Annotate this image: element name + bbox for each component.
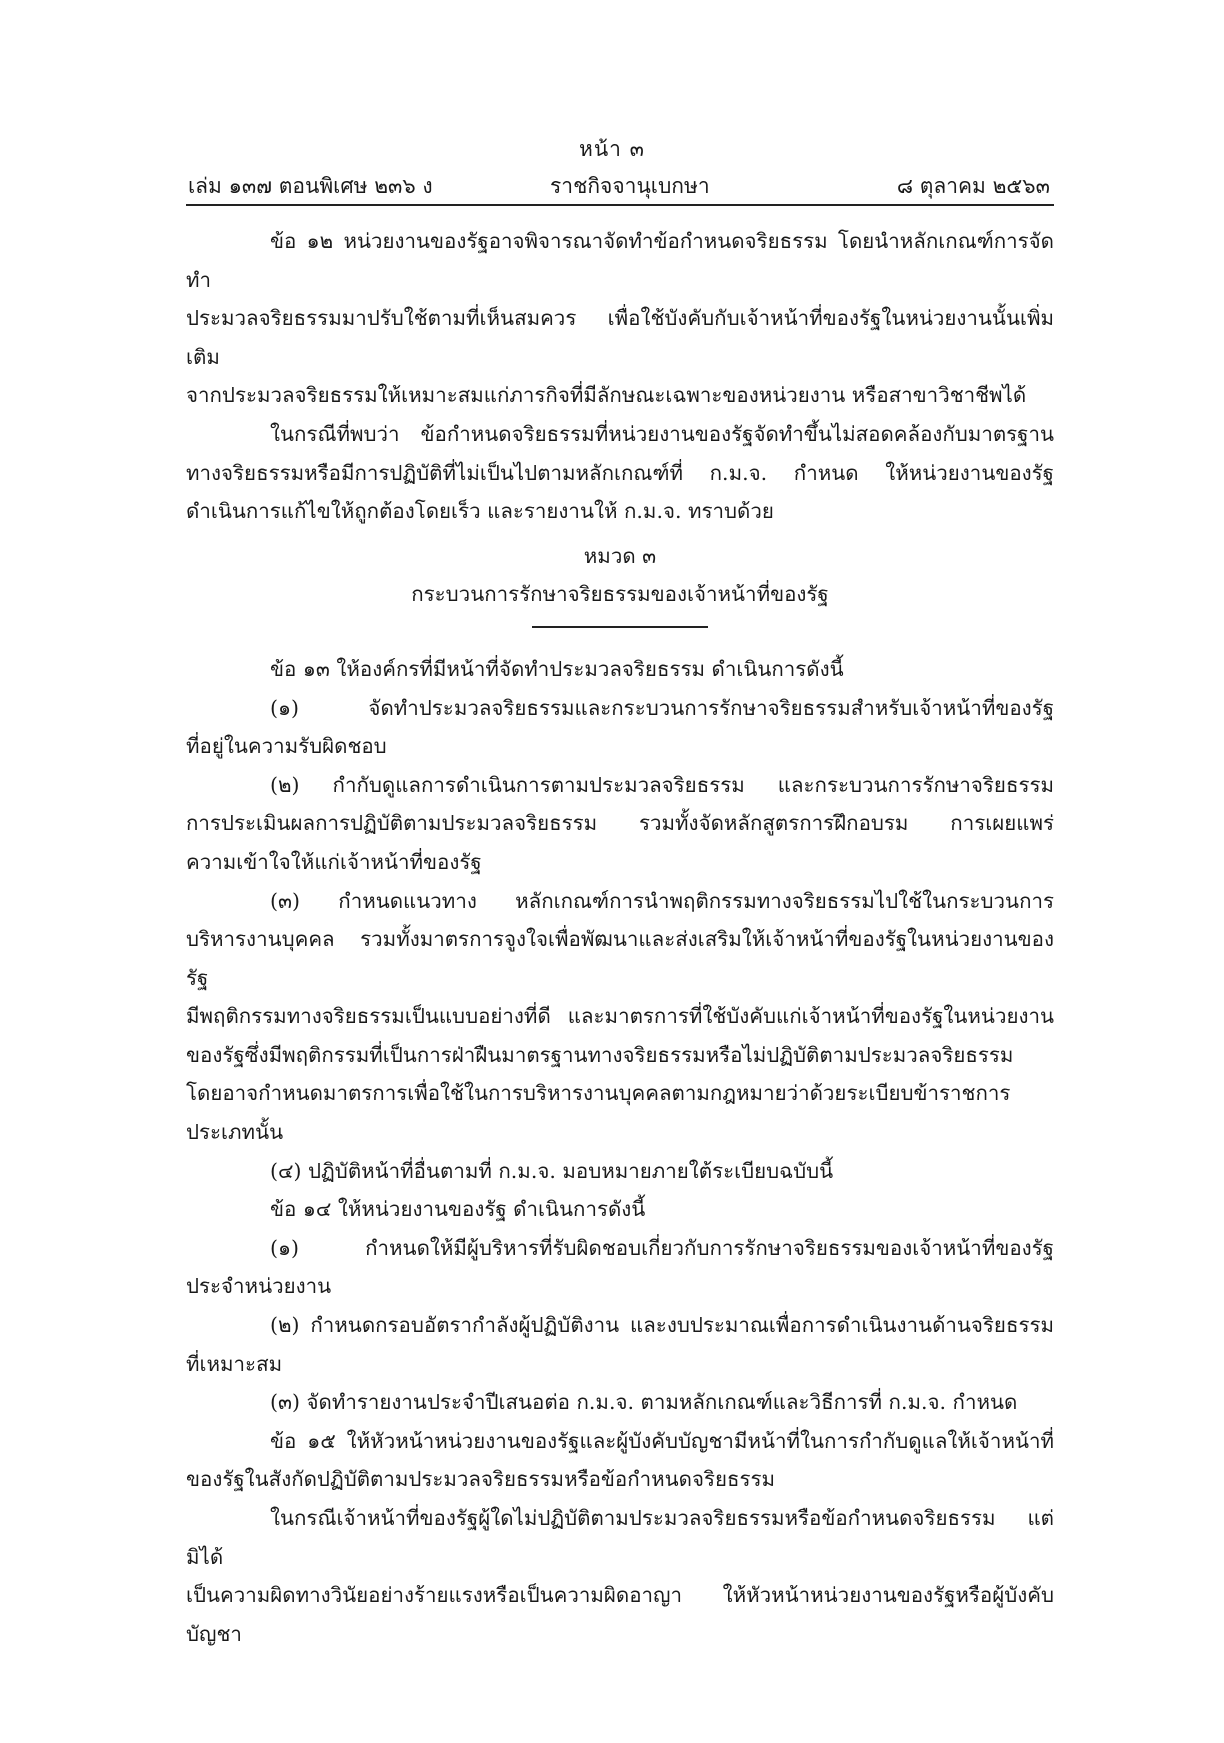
document-body (186, 222, 1054, 1653)
text-line: ข้อ ๑๓ ให้องค์กรที่มีหน้าที่จัดทำประมวลจริยธรรม ดำเนินการดังนี้ (270, 656, 844, 681)
text-line: ประมวลจริยธรรมมาปรับใช้ตามที่เห็นสมควร เพื่อใช้บังคับกับเจ้าหน้าที่ของรัฐในหน่วยงานนั้นเพิ่มเติม (186, 306, 1054, 369)
text-line: (๑) จัดทำประมวลจริยธรรมและกระบวนการรักษาจริยธรรมสำหรับเจ้าหน้าที่ของรัฐ (270, 695, 1054, 720)
text-line: ที่อยู่ในความรับผิดชอบ (186, 734, 387, 759)
text-line: จากประมวลจริยธรรมให้เหมาะสมแก่ภารกิจที่มีลักษณะเฉพาะของหน่วยงาน หรือสาขาวิชาชีพได้ (186, 383, 1027, 408)
chapter-number: หมวด ๓ (583, 543, 657, 568)
gazette-header (186, 170, 1054, 206)
text-line: ข้อ ๑๕ ให้หัวหน้าหน่วยงานของรัฐและผู้บังคับบัญชามีหน้าที่ในการกำกับดูแลให้เจ้าหน้าที่ (270, 1428, 1054, 1453)
page-number: หน้า ๓ (578, 137, 646, 161)
chapter-divider (532, 626, 708, 628)
text-line: (๒) กำหนดกรอบอัตรากำลังผู้ปฏิบัติงาน และงบประมาณเพื่อการดำเนินงานด้านจริยธรรม (270, 1313, 1054, 1338)
text-line: (๑) กำหนดให้มีผู้บริหารที่รับผิดชอบเกี่ยวกับการรักษาจริยธรรมของเจ้าหน้าที่ของรัฐ (270, 1235, 1054, 1260)
text-line: การประเมินผลการปฏิบัติตามประมวลจริยธรรม รวมทั้งจัดหลักสูตรการฝึกอบรม การเผยแพร่ (186, 811, 1054, 836)
text-line: ข้อ ๑๔ ให้หน่วยงานของรัฐ ดำเนินการดังนี้ (270, 1197, 646, 1222)
text-line: (๓) จัดทำรายงานประจำปีเสนอต่อ ก.ม.จ. ตามหลักเกณฑ์และวิธีการที่ ก.ม.จ. กำหนด (270, 1390, 1018, 1415)
text-line: ของรัฐซึ่งมีพฤติกรรมที่เป็นการฝ่าฝืนมาตรฐานทางจริยธรรมหรือไม่ปฏิบัติตามประมวลจริยธรรม (186, 1042, 1014, 1067)
text-line: ความเข้าใจให้แก่เจ้าหน้าที่ของรัฐ (186, 849, 482, 874)
text-line: (๒) กำกับดูแลการดำเนินการตามประมวลจริยธรรม และกระบวนการรักษาจริยธรรม (270, 772, 1054, 797)
text-line: บริหารงานบุคคล รวมทั้งมาตรการจูงใจเพื่อพัฒนาและส่งเสริมให้เจ้าหน้าที่ของรัฐในหน่วยงานของรัฐ (186, 927, 1054, 990)
text-line: โดยอาจกำหนดมาตรการเพื่อใช้ในการบริหารงานบุคคลตามกฎหมายว่าด้วยระเบียบข้าราชการประเภทนั้น (186, 1081, 1011, 1145)
section-15 (186, 1422, 1054, 1654)
text-line: ในกรณีที่พบว่า ข้อกำหนดจริยธรรมที่หน่วยงานของรัฐจัดทำขึ้นไม่สอดคล้องกับมาตรฐาน (270, 421, 1054, 446)
text-line: ในกรณีเจ้าหน้าที่ของรัฐผู้ใดไม่ปฏิบัติตามประมวลจริยธรรมหรือข้อกำหนดจริยธรรม แต่มิได้ (186, 1506, 1054, 1569)
text-line: (๓) กำหนดแนวทาง หลักเกณฑ์การนำพฤติกรรมทางจริยธรรมไปใช้ในกระบวนการ (270, 888, 1054, 913)
section-12 (186, 222, 1054, 531)
header-publication: ราชกิจจานุเบกษา (550, 174, 710, 198)
section-14 (186, 1190, 1054, 1422)
chapter-heading (186, 537, 1054, 628)
text-line: ที่เหมาะสม (186, 1351, 283, 1376)
text-line: มีพฤติกรรมทางจริยธรรมเป็นแบบอย่างที่ดี และมาตรการที่ใช้บังคับแก่เจ้าหน้าที่ของรัฐในหน่วยงาน (186, 1004, 1054, 1029)
text-line: ดำเนินการแก้ไขให้ถูกต้องโดยเร็ว และรายงานให้ ก.ม.จ. ทราบด้วย (186, 499, 774, 524)
text-line: เป็นความผิดทางวินัยอย่างร้ายแรงหรือเป็นความผิดอาญา ให้หัวหน้าหน่วยงานของรัฐหรือผู้บังคับบัญชา (186, 1583, 1054, 1646)
text-line: ทางจริยธรรมหรือมีการปฏิบัติที่ไม่เป็นไปตามหลักเกณฑ์ที่ ก.ม.จ. กำหนด ให้หน่วยงานของรัฐ (186, 460, 1054, 485)
header-volume: เล่ม ๑๓๗ ตอนพิเศษ ๒๓๖ ง (188, 174, 433, 198)
chapter-title: กระบวนการรักษาจริยธรรมของเจ้าหน้าที่ของรัฐ (411, 582, 829, 607)
header-date: ๘ ตุลาคม ๒๕๖๓ (896, 174, 1050, 198)
text-line: ข้อ ๑๒ หน่วยงานของรัฐอาจพิจารณาจัดทำข้อกำหนดจริยธรรม โดยนำหลักเกณฑ์การจัดทำ (186, 229, 1054, 292)
text-line: ของรัฐในสังกัดปฏิบัติตามประมวลจริยธรรมหรือข้อกำหนดจริยธรรม (186, 1467, 776, 1492)
text-line: (๔) ปฏิบัติหน้าที่อื่นตามที่ ก.ม.จ. มอบหมายภายใต้ระเบียบฉบับนี้ (270, 1158, 834, 1183)
section-13 (186, 650, 1054, 1190)
text-line: ประจำหน่วยงาน (186, 1274, 332, 1299)
